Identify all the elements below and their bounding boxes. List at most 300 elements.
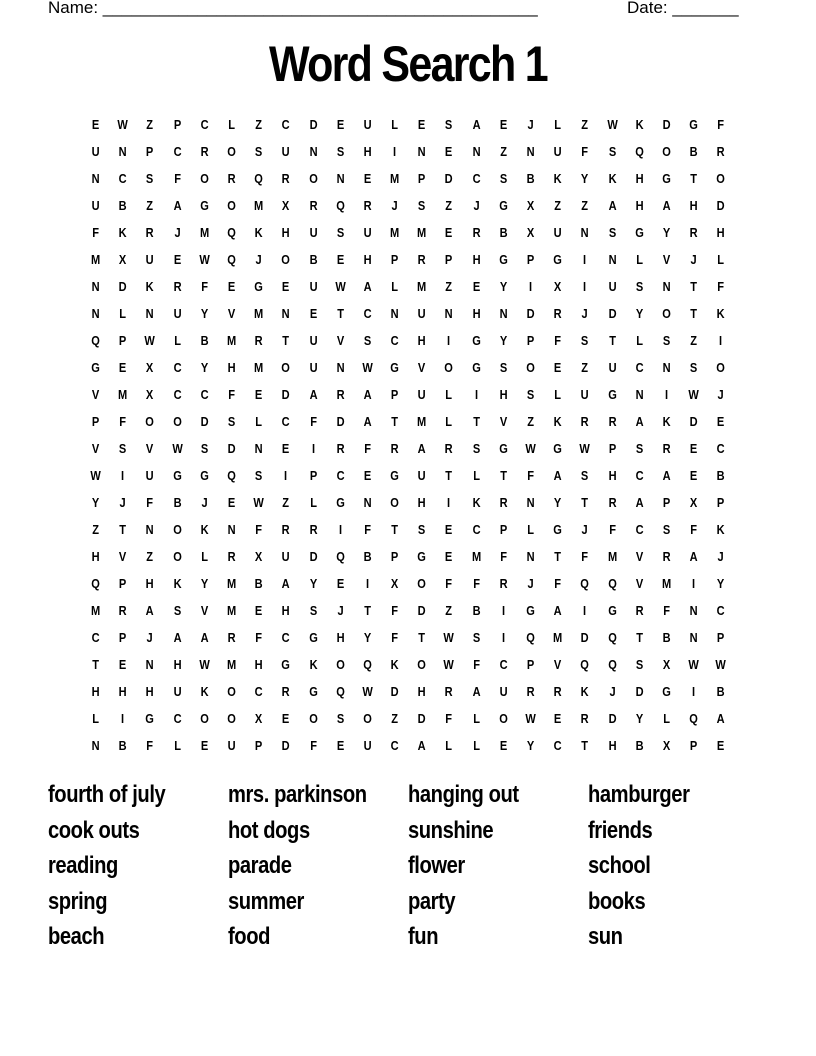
grid-letter: Q [607,657,617,672]
grid-letter: Z [282,495,290,510]
grid-letter: H [363,144,372,159]
grid-letter: O [390,495,399,510]
grid-letter: X [554,279,562,294]
grid-letter: P [662,495,671,510]
grid-letter: G [390,468,399,483]
grid-letter: C [173,711,182,726]
grid-letter: V [119,549,127,564]
grid-letter: G [499,252,508,267]
grid-letter: L [173,738,181,753]
grid-letter: E [445,225,453,240]
grid-letter: M [417,414,427,429]
grid-letter: N [145,522,154,537]
grid-letter: J [337,603,344,618]
grid-letter: R [635,603,644,618]
word-list [48,778,768,956]
grid-letter: U [363,117,372,132]
grid-letter: Y [499,279,508,294]
grid-letter: G [308,630,318,645]
grid-letter: S [472,630,480,645]
grid-letter: U [281,549,290,564]
grid-letter: I [719,333,723,348]
grid-letter: N [91,306,100,321]
grid-letter: K [662,414,671,429]
grid-letter: C [281,117,290,132]
grid-letter: R [336,441,345,456]
grid-letter: G [662,684,671,699]
word-list-item: school [588,852,651,879]
grid-letter: E [227,495,236,510]
grid-letter: A [145,603,154,618]
grid-letter: C [716,441,725,456]
grid-letter: R [254,333,263,348]
grid-letter: Y [554,495,562,510]
grid-letter: Y [717,576,725,591]
grid-letter: S [608,225,616,240]
word-list-item: sun [588,923,623,950]
grid-letter: H [689,198,698,213]
grid-letter: A [363,387,372,402]
word-row [48,814,768,850]
grid-letter: F [119,414,127,429]
grid-letter: L [472,711,480,726]
grid-letter: S [146,171,154,186]
grid-letter: C [200,117,209,132]
grid-letter: K [472,495,481,510]
word-list-item: beach [48,923,105,950]
grid-letter: V [554,657,562,672]
grid-letter: R [580,414,589,429]
grid-letter: K [390,657,399,672]
grid-letter: P [418,171,426,186]
grid-letter: G [607,603,617,618]
grid-letter: R [472,225,481,240]
grid-letter: W [525,441,536,456]
grid-letter: D [227,441,236,456]
grid-letter: J [174,225,181,240]
word-list-item: mrs. parkinson [228,781,367,808]
grid-letter: C [91,630,100,645]
grid-letter: N [689,603,698,618]
grid-letter: S [336,225,344,240]
grid-letter: I [664,387,669,402]
grid-letter: R [227,549,236,564]
grid-letter: A [635,414,644,429]
word-list-item: hot dogs [228,816,310,844]
grid-letter: O [308,171,318,186]
grid-letter: F [554,576,562,591]
grid-letter: F [309,414,317,429]
grid-letter: O [227,711,236,726]
grid-letter: T [472,414,480,429]
grid-letter: U [580,387,589,402]
grid-letter: S [526,387,535,402]
grid-letter: I [121,711,125,726]
grid-letter: Z [581,117,589,132]
grid-letter: H [499,387,508,402]
grid-letter: X [255,549,263,564]
grid-letter: L [255,414,263,429]
grid-letter: U [309,333,318,348]
grid-letter: N [580,225,589,240]
grid-letter: F [581,144,589,159]
grid-letter: O [172,414,182,429]
grid-letter: I [501,630,505,645]
grid-letter: R [336,387,345,402]
grid-letter: F [364,522,371,537]
grid-letter: H [254,657,263,672]
grid-letter: G [553,441,563,456]
grid-letter: L [391,279,399,294]
word-list-item: sunshine [408,816,494,844]
grid-letter: I [501,603,505,618]
grid-letter: J [581,522,589,537]
grid-letter: P [390,549,399,564]
grid-letter: F [472,576,480,591]
grid-letter: G [91,360,100,375]
grid-letter: H [336,630,345,645]
grid-letter: E [336,252,344,267]
grid-letter: Q [335,198,345,213]
grid-letter: M [417,225,427,240]
grid-letter: K [635,117,644,132]
grid-letter: N [336,360,345,375]
grid-letter: F [255,630,263,645]
word-list-item: flower [408,852,465,879]
grid-letter: N [390,306,399,321]
grid-letter: L [92,711,99,726]
grid-letter: Q [227,252,236,267]
grid-letter: C [336,468,345,483]
grid-letter: D [281,738,290,753]
grid-letter: C [281,630,290,645]
grid-letter: M [226,603,237,618]
grid-letter: J [255,252,262,267]
grid-letter: C [118,171,127,186]
grid-letter: R [145,225,154,240]
grid-letter: C [281,414,290,429]
grid-letter: B [118,738,127,753]
grid-letter: N [608,252,617,267]
grid-letter: O [417,576,427,591]
grid-letter: Q [91,333,100,348]
grid-letter: W [606,117,618,132]
grid-letter: H [417,684,426,699]
grid-letter: B [635,738,644,753]
grid-letter: P [146,144,154,159]
grid-letter: E [445,549,453,564]
grid-letter: E [717,738,725,753]
grid-letter: M [226,333,237,348]
grid-letter: C [173,387,182,402]
word-list-item: summer [228,887,304,915]
grid-letter: H [608,738,617,753]
grid-letter: K [309,657,318,672]
grid-letter: B [363,549,372,564]
grid-letter: X [526,198,535,213]
grid-letter: I [692,576,696,591]
grid-letter: R [499,495,508,510]
grid-letter: G [308,684,318,699]
grid-letter: F [527,468,534,483]
grid-letter: H [417,495,426,510]
grid-letter: Y [309,576,317,591]
grid-letter: S [119,441,127,456]
grid-letter: H [145,576,154,591]
grid-letter: A [472,117,481,132]
grid-letter: P [119,333,127,348]
grid-letter: Z [500,144,507,159]
grid-letter: L [554,387,562,402]
grid-letter: W [715,657,727,672]
grid-letter: S [336,144,344,159]
grid-letter: T [581,495,589,510]
grid-letter: N [254,441,263,456]
grid-letter: S [200,441,209,456]
word-row [48,778,768,814]
grid-letter: E [227,279,236,294]
grid-letter: J [527,117,534,132]
grid-row [82,327,742,354]
grid-letter: X [146,360,154,375]
grid-letter: G [553,252,563,267]
word-list-item: parade [228,852,292,879]
grid-letter: B [526,171,535,186]
grid-letter: S [635,279,644,294]
grid-letter: W [362,684,373,699]
grid-letter: F [146,495,154,510]
grid-letter: R [580,711,589,726]
grid-letter: X [526,225,535,240]
date-field-label: Date: _______ [627,0,739,17]
grid-letter: H [363,252,372,267]
grid-letter: G [499,198,508,213]
grid-letter: M [390,171,400,186]
grid-letter: W [688,657,699,672]
grid-letter: I [529,279,533,294]
grid-letter: P [390,252,399,267]
grid-letter: Z [146,549,154,564]
grid-letter: D [309,117,318,132]
word-list-item: spring [48,887,108,915]
grid-letter: P [499,522,508,537]
grid-letter: Z [527,414,534,429]
grid-letter: L [445,738,453,753]
grid-row [82,624,742,651]
grid-letter: K [200,684,209,699]
grid-letter: E [255,387,263,402]
grid-letter: F [717,279,725,294]
grid-letter: P [526,333,535,348]
word-list-item: hanging out [408,781,519,808]
grid-letter: V [200,603,209,618]
grid-letter: E [119,657,127,672]
grid-letter: M [254,306,264,321]
grid-letter: I [447,495,451,510]
grid-letter: K [553,171,562,186]
grid-letter: T [608,333,616,348]
word-row [48,885,768,921]
grid-letter: L [391,117,399,132]
grid-letter: I [583,279,587,294]
grid-letter: N [281,306,290,321]
grid-letter: F [200,279,208,294]
grid-letter: U [281,144,290,159]
grid-letter: S [336,711,344,726]
grid-letter: Y [635,306,644,321]
grid-letter: R [118,603,127,618]
grid-letter: F [445,576,453,591]
grid-letter: E [554,360,562,375]
grid-letter: D [689,414,698,429]
grid-row [82,462,742,489]
grid-letter: M [471,549,481,564]
grid-letter: D [390,684,399,699]
grid-letter: D [608,711,617,726]
grid-letter: F [500,549,507,564]
grid-letter: S [662,522,671,537]
grid-letter: K [716,306,725,321]
grid-letter: M [254,360,264,375]
grid-letter: I [583,252,587,267]
grid-letter: S [418,198,426,213]
grid-letter: D [445,171,454,186]
grid-letter: A [608,198,617,213]
grid-letter: O [227,144,236,159]
grid-letter: Z [92,522,99,537]
grid-letter: N [91,171,100,186]
grid-letter: X [282,198,290,213]
grid-letter: K [200,522,209,537]
grid-letter: Y [662,225,671,240]
grid-letter: G [417,549,427,564]
grid-letter: J [391,198,398,213]
grid-letter: F [554,333,562,348]
grid-letter: M [661,576,672,591]
grid-letter: U [309,225,318,240]
grid-letter: J [581,306,589,321]
grid-letter: S [635,441,644,456]
grid-letter: O [172,549,182,564]
grid-letter: S [662,333,671,348]
grid-letter: H [118,684,127,699]
grid-letter: N [91,738,100,753]
word-row [48,920,768,956]
grid-letter: C [200,387,209,402]
grid-letter: K [254,225,263,240]
grid-letter: Q [227,225,236,240]
grid-letter: A [689,549,698,564]
grid-letter: C [173,144,182,159]
grid-letter: T [690,279,698,294]
letter-grid [82,111,742,759]
grid-letter: W [362,360,373,375]
grid-letter: R [662,441,671,456]
grid-letter: P [255,738,263,753]
grid-letter: T [554,549,562,564]
grid-letter: E [91,117,100,132]
grid-letter: W [199,657,210,672]
grid-letter: E [717,414,725,429]
grid-letter: Z [391,711,399,726]
grid-letter: F [445,711,453,726]
grid-letter: O [227,198,236,213]
grid-letter: G [145,711,155,726]
grid-letter: I [338,522,342,537]
grid-letter: C [472,171,481,186]
grid-letter: U [309,279,318,294]
grid-letter: R [662,549,671,564]
grid-letter: Y [499,333,508,348]
grid-letter: J [717,387,724,402]
grid-letter: E [690,468,698,483]
grid-letter: T [364,603,371,618]
grid-letter: I [311,441,315,456]
grid-letter: S [499,171,508,186]
word-row [48,849,768,885]
grid-letter: G [281,657,291,672]
grid-letter: N [526,549,535,564]
grid-letter: M [226,657,237,672]
grid-letter: A [662,468,671,483]
grid-letter: W [688,387,699,402]
grid-letter: X [146,387,154,402]
grid-letter: B [118,198,127,213]
grid-row [82,705,742,732]
grid-letter: O [335,657,345,672]
grid-letter: Y [526,738,535,753]
grid-letter: S [309,603,317,618]
grid-row [82,219,742,246]
grid-letter: G [553,522,563,537]
grid-letter: R [553,684,562,699]
grid-letter: S [581,468,589,483]
grid-letter: L [200,549,208,564]
grid-letter: Y [91,495,100,510]
grid-letter: T [391,522,399,537]
grid-letter: S [635,657,644,672]
word-list-item: fourth of july [48,781,166,808]
grid-letter: O [281,252,291,267]
grid-letter: H [472,252,481,267]
grid-letter: Z [581,198,589,213]
grid-letter: E [200,738,209,753]
grid-letter: T [690,171,698,186]
grid-letter: T [119,522,127,537]
grid-letter: W [117,117,129,132]
grid-letter: K [716,522,725,537]
grid-letter: I [447,333,451,348]
grid-letter: M [417,279,427,294]
grid-letter: W [579,441,591,456]
grid-letter: A [472,684,481,699]
grid-letter: H [472,306,481,321]
grid-letter: H [281,225,290,240]
grid-letter: P [119,576,127,591]
grid-letter: A [662,198,671,213]
grid-letter: C [390,738,399,753]
grid-letter: C [716,603,725,618]
grid-letter: A [716,711,725,726]
grid-letter: O [716,360,726,375]
grid-letter: R [281,522,290,537]
grid-letter: B [662,630,671,645]
grid-letter: C [553,738,562,753]
grid-letter: U [309,360,318,375]
grid-letter: O [662,306,671,321]
grid-letter: L [445,414,453,429]
grid-row [82,516,742,543]
